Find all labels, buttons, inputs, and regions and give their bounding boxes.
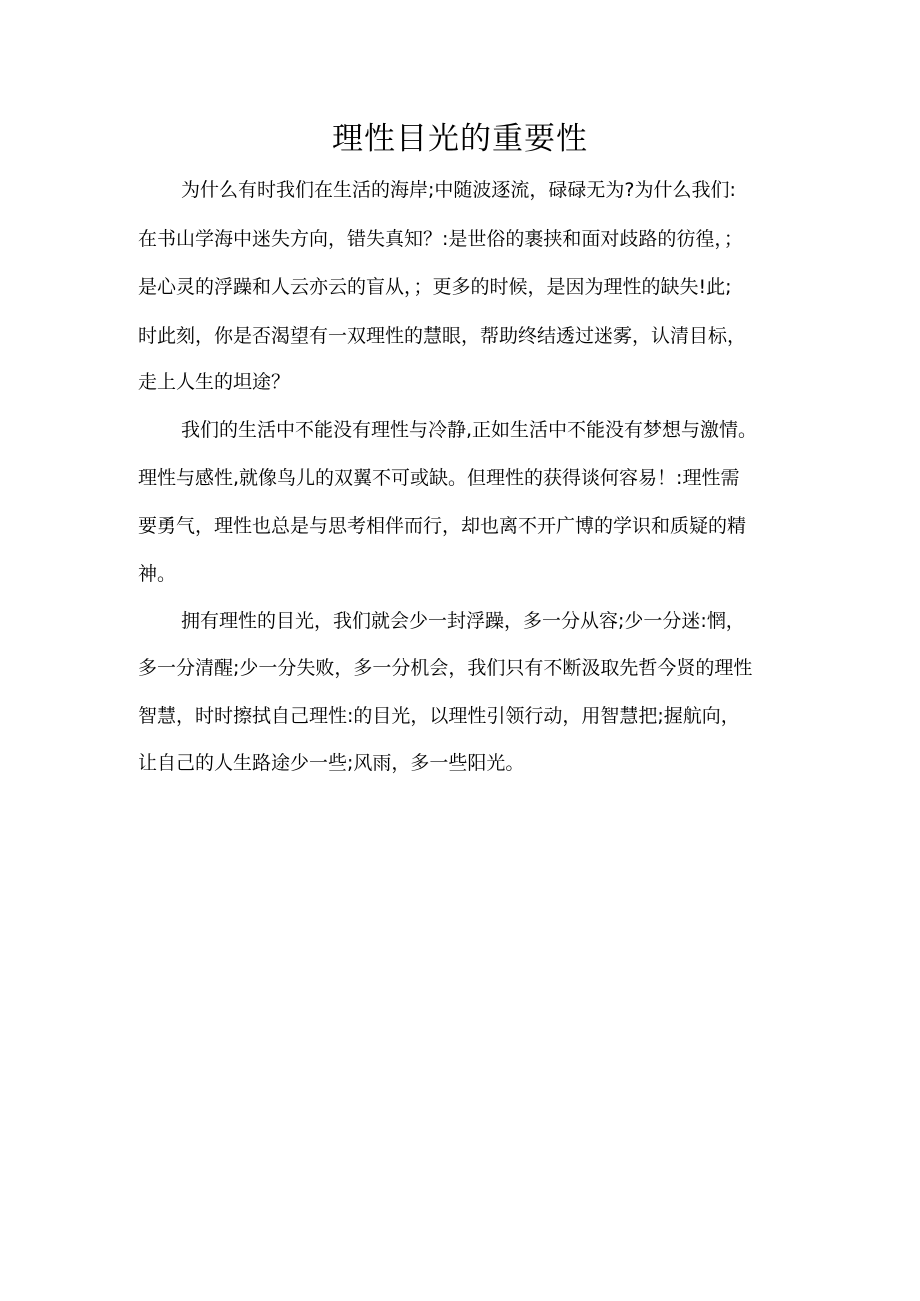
paragraph-1-line-1: 为什么有时我们在生活的海岸;中随波逐流，碌碌无为?为什么我们: <box>181 179 736 201</box>
paragraph-1-line-2: 在书山学海中迷失方向，错失真知？:是世俗的裹挟和面对歧路的彷徨，； <box>138 228 743 250</box>
paragraph-3-line-4: 让自己的人生路途少一些;风雨，多一些阳光。 <box>138 752 525 774</box>
document-title: 理性目光的重要性 <box>332 121 588 157</box>
paragraph-3-line-3: 智慧，时时擦拭自己理性:的目光，以理性引领行动，用智慧把;握航向， <box>138 705 740 727</box>
paragraph-2-line-4: 神。 <box>138 563 177 585</box>
paragraph-3-line-1: 拥有理性的目光，我们就会少一封浮躁，多一分从容;少一分迷:惘， <box>181 610 745 632</box>
paragraph-2-line-3: 要勇气，理性也总是与思考相伴而行，却也离不开广博的学识和质疑的精 <box>138 515 747 537</box>
paragraph-1-line-4: 时此刻，你是否渴望有一双理性的慧眼，帮助终结透过迷雾，认清目标， <box>138 325 747 347</box>
paragraph-2-line-1: 我们的生活中不能没有理性与冷静,正如生活中不能没有梦想与激情。 <box>181 419 758 441</box>
paragraph-3-line-2: 多一分清醒;少一分失败，多一分机会，我们只有不断汲取先哲今贤的理性 <box>138 657 753 679</box>
paragraph-1-line-3: 是心灵的浮躁和人云亦云的盲从，；更多的时候，是因为理性的缺失!此; <box>138 276 732 298</box>
paragraph-2-line-2: 理性与感性,就像鸟儿的双翼不可或缺。但理性的获得谈何容易！:理性需 <box>138 467 740 489</box>
paragraph-1-line-5: 走上人生的坦途？ <box>138 371 291 393</box>
